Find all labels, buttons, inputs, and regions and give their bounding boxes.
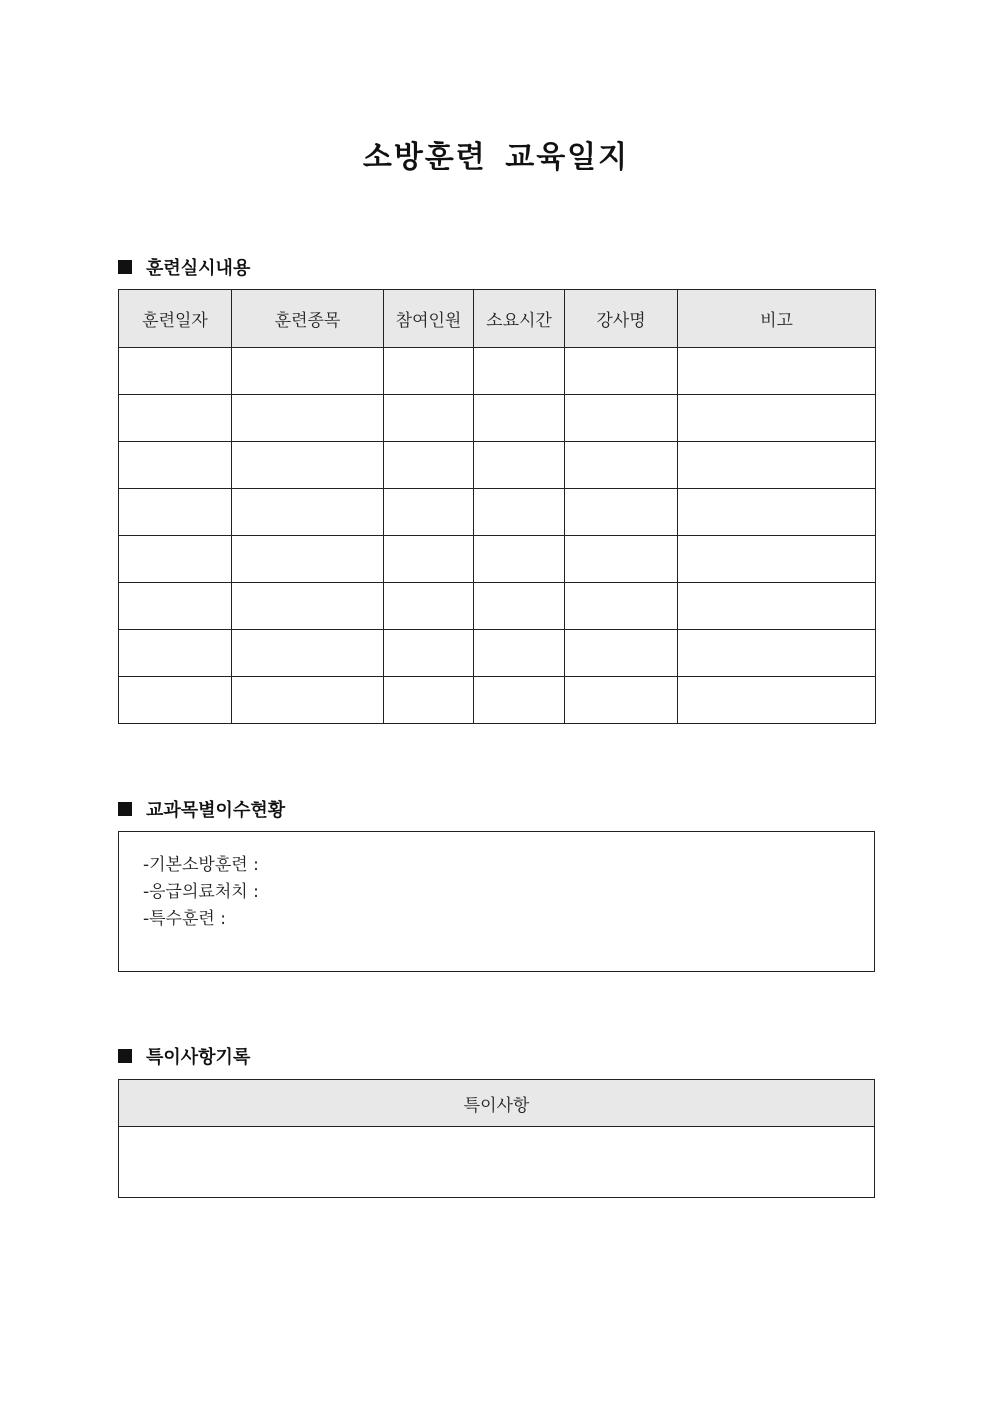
- section-heading-subject-completion: [118, 796, 285, 822]
- cell-participants[interactable]: [384, 348, 474, 395]
- cell-duration[interactable]: [474, 395, 565, 442]
- cell-training-type[interactable]: [232, 583, 384, 630]
- cell-duration[interactable]: [474, 630, 565, 677]
- special-notes-cell[interactable]: [119, 1127, 875, 1198]
- special-notes-table: [118, 1079, 875, 1198]
- page-title: 소방훈련 교육일지: [362, 140, 630, 175]
- cell-training-type[interactable]: [232, 536, 384, 583]
- table-header-row: [119, 290, 876, 348]
- cell-training-date[interactable]: [119, 489, 232, 536]
- column-header-remarks: 비고: [678, 290, 876, 348]
- cell-duration[interactable]: [474, 583, 565, 630]
- cell-remarks[interactable]: [678, 536, 876, 583]
- cell-training-date[interactable]: [119, 442, 232, 489]
- cell-training-type[interactable]: [232, 489, 384, 536]
- cell-training-type[interactable]: [232, 630, 384, 677]
- cell-instructor[interactable]: [565, 583, 678, 630]
- cell-training-type[interactable]: [232, 442, 384, 489]
- cell-participants[interactable]: [384, 630, 474, 677]
- table-row: [119, 677, 876, 724]
- cell-instructor[interactable]: [565, 442, 678, 489]
- cell-duration[interactable]: [474, 536, 565, 583]
- table-row: [119, 442, 876, 489]
- training-table: [118, 289, 876, 724]
- section-heading-label: 훈련실시내용: [146, 258, 251, 279]
- table-header-row: [119, 1080, 875, 1127]
- subject-line-basic-fire-training: -기본소방훈련 :: [143, 855, 259, 875]
- square-bullet-icon: [118, 1049, 132, 1063]
- cell-training-date[interactable]: [119, 536, 232, 583]
- table-row: [119, 536, 876, 583]
- cell-training-date[interactable]: [119, 348, 232, 395]
- cell-remarks[interactable]: [678, 583, 876, 630]
- cell-duration[interactable]: [474, 489, 565, 536]
- cell-participants[interactable]: [384, 677, 474, 724]
- cell-remarks[interactable]: [678, 395, 876, 442]
- cell-training-type[interactable]: [232, 677, 384, 724]
- cell-remarks[interactable]: [678, 489, 876, 536]
- subject-line-special-training: -특수훈련 :: [143, 909, 226, 929]
- section-heading-label: 교과목별이수현황: [146, 800, 286, 821]
- column-header-participants: 참여인원: [384, 290, 474, 348]
- table-row: [119, 583, 876, 630]
- cell-participants[interactable]: [384, 489, 474, 536]
- cell-remarks[interactable]: [678, 630, 876, 677]
- cell-instructor[interactable]: [565, 395, 678, 442]
- cell-training-type[interactable]: [232, 348, 384, 395]
- cell-participants[interactable]: [384, 442, 474, 489]
- cell-training-date[interactable]: [119, 630, 232, 677]
- cell-training-date[interactable]: [119, 677, 232, 724]
- cell-participants[interactable]: [384, 536, 474, 583]
- cell-remarks[interactable]: [678, 348, 876, 395]
- cell-duration[interactable]: [474, 442, 565, 489]
- section-heading-label: 특이사항기록: [146, 1047, 251, 1068]
- cell-instructor[interactable]: [565, 630, 678, 677]
- cell-participants[interactable]: [384, 395, 474, 442]
- square-bullet-icon: [118, 260, 132, 274]
- cell-duration[interactable]: [474, 348, 565, 395]
- cell-remarks[interactable]: [678, 677, 876, 724]
- subject-line-first-aid: -응급의료처치 :: [143, 882, 259, 902]
- column-header-special-notes: 특이사항: [119, 1080, 875, 1127]
- cell-training-date[interactable]: [119, 395, 232, 442]
- cell-instructor[interactable]: [565, 489, 678, 536]
- cell-remarks[interactable]: [678, 442, 876, 489]
- column-header-training-date: 훈련일자: [119, 290, 232, 348]
- cell-instructor[interactable]: [565, 677, 678, 724]
- column-header-instructor: 강사명: [565, 290, 678, 348]
- square-bullet-icon: [118, 802, 132, 816]
- cell-duration[interactable]: [474, 677, 565, 724]
- table-row: [119, 348, 876, 395]
- table-row: [119, 630, 876, 677]
- column-header-duration: 소요시간: [474, 290, 565, 348]
- cell-instructor[interactable]: [565, 536, 678, 583]
- cell-instructor[interactable]: [565, 348, 678, 395]
- table-row: [119, 1127, 875, 1198]
- section-heading-special-notes: [118, 1043, 250, 1069]
- table-row: [119, 395, 876, 442]
- section-heading-training-content: [118, 254, 250, 280]
- column-header-training-type: 훈련종목: [232, 290, 384, 348]
- cell-training-date[interactable]: [119, 583, 232, 630]
- cell-participants[interactable]: [384, 583, 474, 630]
- table-row: [119, 489, 876, 536]
- cell-training-type[interactable]: [232, 395, 384, 442]
- subject-completion-box[interactable]: [118, 831, 875, 972]
